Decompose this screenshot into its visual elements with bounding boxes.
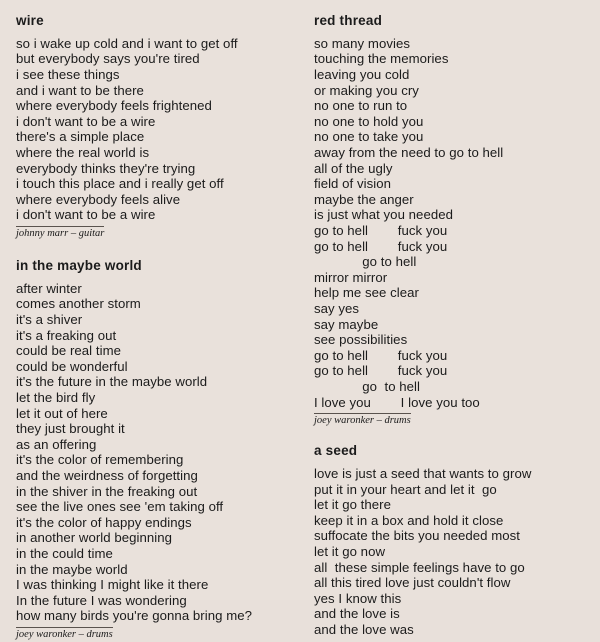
lyric-line: i don't want to be a wire <box>16 113 156 129</box>
lyric-line: everybody thinks they're trying <box>16 160 196 176</box>
song-red-thread <box>314 14 594 428</box>
song-lyrics-a-seed <box>314 466 594 638</box>
lyric-line: where everybody feels alive <box>16 191 181 207</box>
lyric-line: let it go there <box>314 497 391 513</box>
lyrics-columns <box>16 13 584 640</box>
lyric-line: i touch this place and i really get off <box>16 176 224 192</box>
lyric-line: i don't want to be a wire <box>16 207 156 223</box>
lyric-line: keep it in a box and hold it close <box>314 512 504 528</box>
lyric-line: let it go now <box>314 543 386 559</box>
lyric-line: let the bird fly <box>16 389 96 405</box>
song-lyrics-red-thread <box>314 36 594 410</box>
lyric-line: say maybe <box>314 316 379 332</box>
lyric-line: so i wake up cold and i want to get off <box>16 35 238 51</box>
lyric-line: in the shiver in the freaking out <box>16 483 198 499</box>
lyric-line: put it in your heart and let it go <box>314 481 497 497</box>
lyric-line: after winter <box>16 280 82 296</box>
lyric-line: could be real time <box>16 343 121 359</box>
lyric-line: where everybody feels frightened <box>16 98 212 114</box>
lyric-line: and i want to be there <box>16 82 144 98</box>
lyric-line: they just brought it <box>16 421 125 437</box>
song-credit-red-thread: joey waronker – drums <box>314 415 411 427</box>
left-column <box>16 13 296 640</box>
lyric-line: In the future I was wondering <box>16 592 187 608</box>
lyric-line: field of vision <box>314 176 391 192</box>
song-a-seed <box>314 444 594 637</box>
lyric-line: but everybody says you're tired <box>16 51 200 67</box>
lyric-line: or making you cry <box>314 82 419 98</box>
song-wire <box>16 14 296 241</box>
lyric-line: go to hell fuck you <box>314 222 448 238</box>
lyric-line: see possibilities <box>314 332 408 348</box>
song-title-red-thread: red thread <box>314 13 383 28</box>
lyric-line: yes I know this <box>314 590 402 606</box>
song-title-a-seed: a seed <box>314 443 358 459</box>
lyric-line: all these simple feelings have to go <box>314 559 525 575</box>
lyric-line: maybe the anger <box>314 191 414 207</box>
lyric-line: all of the ugly <box>314 160 393 176</box>
lyric-line: no one to hold you <box>314 113 424 129</box>
lyric-line: see the live ones see 'em taking off <box>16 499 224 515</box>
lyric-line: it's a shiver <box>16 312 83 327</box>
lyric-line: leaving you cold <box>314 67 410 83</box>
lyric-line: it's a freaking out <box>16 327 117 343</box>
lyric-line: go to hell fuck you <box>314 363 448 379</box>
lyric-line: no one to take you <box>314 129 424 145</box>
lyric-line: let it out of here <box>16 405 108 421</box>
lyric-line: could be wonderful <box>16 358 128 374</box>
song-title-in-the-maybe-world: in the maybe world <box>16 257 142 273</box>
lyric-line: and the weirdness of forgetting <box>16 467 198 483</box>
song-credit-in-the-maybe-world: joey waronker – drums <box>16 628 113 640</box>
right-column <box>314 13 594 637</box>
lyric-line: help me see clear <box>314 285 419 301</box>
lyric-line: say yes <box>314 300 360 316</box>
lyric-line: so many movies <box>314 35 410 51</box>
song-lyrics-wire <box>16 36 296 223</box>
lyric-line: go to hell <box>314 378 421 394</box>
lyric-line: mirror mirror <box>314 269 388 285</box>
lyric-line: in the could time <box>16 545 113 561</box>
lyric-line: in the maybe world <box>16 561 128 577</box>
song-in-the-maybe-world <box>16 259 296 642</box>
lyric-line: and the love is <box>314 606 400 622</box>
lyric-line: all this tired love just couldn't flow <box>314 575 511 591</box>
lyric-line: i see these things <box>16 67 120 83</box>
lyric-line: as an offering <box>16 436 97 452</box>
song-credit-wire: johnny marr – guitar <box>16 227 105 239</box>
song-lyrics-in-the-maybe-world <box>16 281 296 624</box>
lyric-line: I love you I love you too <box>314 394 480 410</box>
lyric-line: touching the memories <box>314 51 449 67</box>
lyric-line: it's the future in the maybe world <box>16 374 208 390</box>
lyric-line: go to hell fuck you <box>314 347 448 363</box>
lyric-line: go to hell fuck you <box>314 238 448 254</box>
lyric-line: away from the need to go to hell <box>314 145 504 160</box>
lyric-line: comes another storm <box>16 296 141 312</box>
lyric-line: no one to run to <box>314 98 408 114</box>
lyric-line: where the real world is <box>16 145 150 160</box>
lyric-line: it's the color of remembering <box>16 452 184 468</box>
lyric-line: suffocate the bits you needed most <box>314 528 520 544</box>
lyric-line: and the love was <box>314 621 414 637</box>
lyric-line: go to hell <box>314 254 417 270</box>
song-title-wire: wire <box>16 13 44 28</box>
lyric-line: I was thinking I might like it there <box>16 577 209 593</box>
lyric-line: there's a simple place <box>16 129 145 145</box>
lyric-line: in another world beginning <box>16 530 172 546</box>
lyric-line: it's the color of happy endings <box>16 514 192 530</box>
lyric-line: is just what you needed <box>314 207 453 223</box>
lyric-line: how many birds you're gonna bring me? <box>16 608 253 624</box>
lyric-line: love is just a seed that wants to grow <box>314 465 532 481</box>
